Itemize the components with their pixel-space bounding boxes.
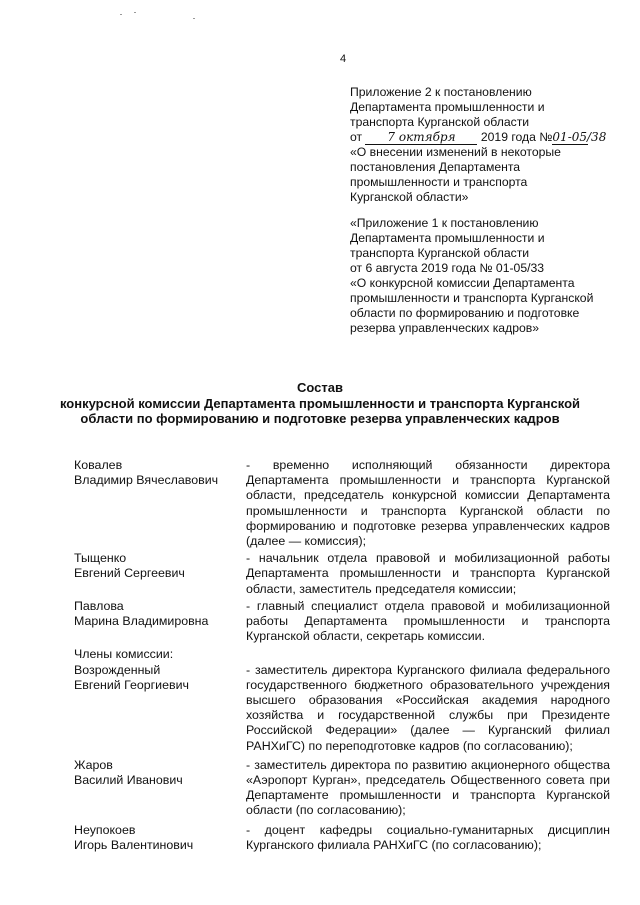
annex-2-header bbox=[350, 85, 612, 205]
annex-date-line bbox=[350, 130, 612, 145]
member-name bbox=[74, 551, 246, 597]
member-role: - заместитель директора по развитию акционерного общества «Аэропорт Курган», председатель Общественного совета при Департаменте промышленности и транспорта Курганской области (по согласованию); bbox=[246, 757, 610, 818]
date-prefix: от bbox=[350, 130, 363, 144]
handwritten-date-field bbox=[365, 131, 477, 145]
member-row bbox=[74, 599, 612, 645]
annex-line: области по формированию и подготовке bbox=[350, 306, 580, 320]
scan-speck bbox=[193, 18, 195, 19]
handwritten-date: 7 октября bbox=[387, 130, 456, 144]
member-row bbox=[74, 758, 612, 819]
member-surname: Тыщенко bbox=[74, 551, 127, 566]
annex-title-line: «О внесении изменений в некоторые bbox=[350, 145, 561, 159]
member-surname: Неупокоев bbox=[74, 822, 136, 837]
member-given-name: Игорь Валентинович bbox=[74, 837, 194, 852]
member-row bbox=[74, 458, 612, 549]
member-role: - заместитель директора Курганского филиала федерального государственного бюджетного образовательного учреждения высшего образования «Российская академия народного хозяйства и государственной службы при Президенте Российской Федерации» (далее — Курганский филиал РАНХиГС) по переподготовке кадров (по согласованию); bbox=[246, 662, 610, 753]
member-given-name: Владимир Вячеславович bbox=[74, 473, 219, 488]
scan-speck bbox=[120, 14, 122, 15]
annex-line: Департамента промышленности и bbox=[350, 100, 545, 114]
member-name bbox=[74, 599, 246, 645]
annex-line: «Приложение 1 к постановлению bbox=[350, 216, 539, 230]
member-role: - главный специалист отдела правовой и мобилизационной работы Департамента промышленности и транспорта Курганской области, секретарь комиссии. bbox=[246, 598, 610, 644]
scan-speck bbox=[134, 12, 136, 13]
member-surname: Ковалев bbox=[74, 458, 123, 472]
member-surname: Возрожденный bbox=[74, 662, 161, 677]
annex-line: от 6 августа 2019 года № 01-05/33 bbox=[350, 261, 545, 275]
member-row bbox=[74, 823, 612, 853]
member-row bbox=[74, 551, 612, 597]
member-given-name: Евгений Сергеевич bbox=[74, 566, 185, 581]
handwritten-number: 01-05/38 bbox=[552, 130, 607, 144]
annex-title-line: промышленности и транспорта bbox=[350, 175, 528, 189]
member-role: - доцент кафедры социально-гуманитарных дисциплин Курганского филиала РАНХиГС (по согласованию); bbox=[246, 822, 610, 852]
member-name bbox=[74, 663, 246, 754]
document-heading bbox=[40, 380, 600, 427]
annex-title-line: Курганской области» bbox=[350, 190, 469, 204]
annex-title-line: постановления Департамента bbox=[350, 160, 521, 174]
member-given-name: Евгений Георгиевич bbox=[74, 677, 189, 692]
member-name bbox=[74, 823, 246, 853]
member-surname: Павлова bbox=[74, 598, 124, 613]
members-label: Члены комиссии: bbox=[74, 647, 174, 662]
annex-line: «О конкурсной комиссии Департамента bbox=[350, 276, 575, 290]
member-given-name: Василий Иванович bbox=[74, 773, 183, 788]
page-number: 4 bbox=[340, 53, 347, 65]
annex-line: транспорта Курганской области bbox=[350, 246, 530, 260]
handwritten-number-field bbox=[552, 130, 607, 145]
heading-title: Состав bbox=[297, 380, 343, 395]
member-given-name: Марина Владимировна bbox=[74, 614, 209, 629]
annex-line: Приложение 2 к постановлению bbox=[350, 85, 532, 99]
annex-1-header bbox=[350, 216, 612, 336]
heading-subtitle-line: области по формированию и подготовке резерва управленческих кадров bbox=[80, 411, 560, 426]
year-text: 2019 года № bbox=[480, 130, 553, 144]
commission-list bbox=[74, 458, 612, 853]
member-row bbox=[74, 663, 612, 754]
member-name bbox=[74, 458, 246, 549]
annex-line: резерва управленческих кадров» bbox=[350, 321, 540, 335]
member-name bbox=[74, 758, 246, 819]
member-role: - временно исполняющий обязанности директора Департамента промышленности и транспорта Курганской области, председатель конкурсной комиссии Департамента промышленности и транспорта Курганской области по формированию и подготовке резерва управленческих кадров (далее — комиссия); bbox=[246, 458, 610, 549]
annex-line: транспорта Курганской области bbox=[350, 115, 530, 129]
member-role: - начальник отдела правовой и мобилизационной работы Департамента промышленности и транспорта Курганской области, заместитель председателя комиссии; bbox=[246, 551, 610, 596]
annex-line: Департамента промышленности и bbox=[350, 231, 545, 245]
member-surname: Жаров bbox=[74, 757, 113, 772]
heading-subtitle-line: конкурсной комиссии Департамента промышленности и транспорта Курганской bbox=[59, 395, 581, 411]
annex-line: промышленности и транспорта Курганской bbox=[350, 291, 594, 305]
